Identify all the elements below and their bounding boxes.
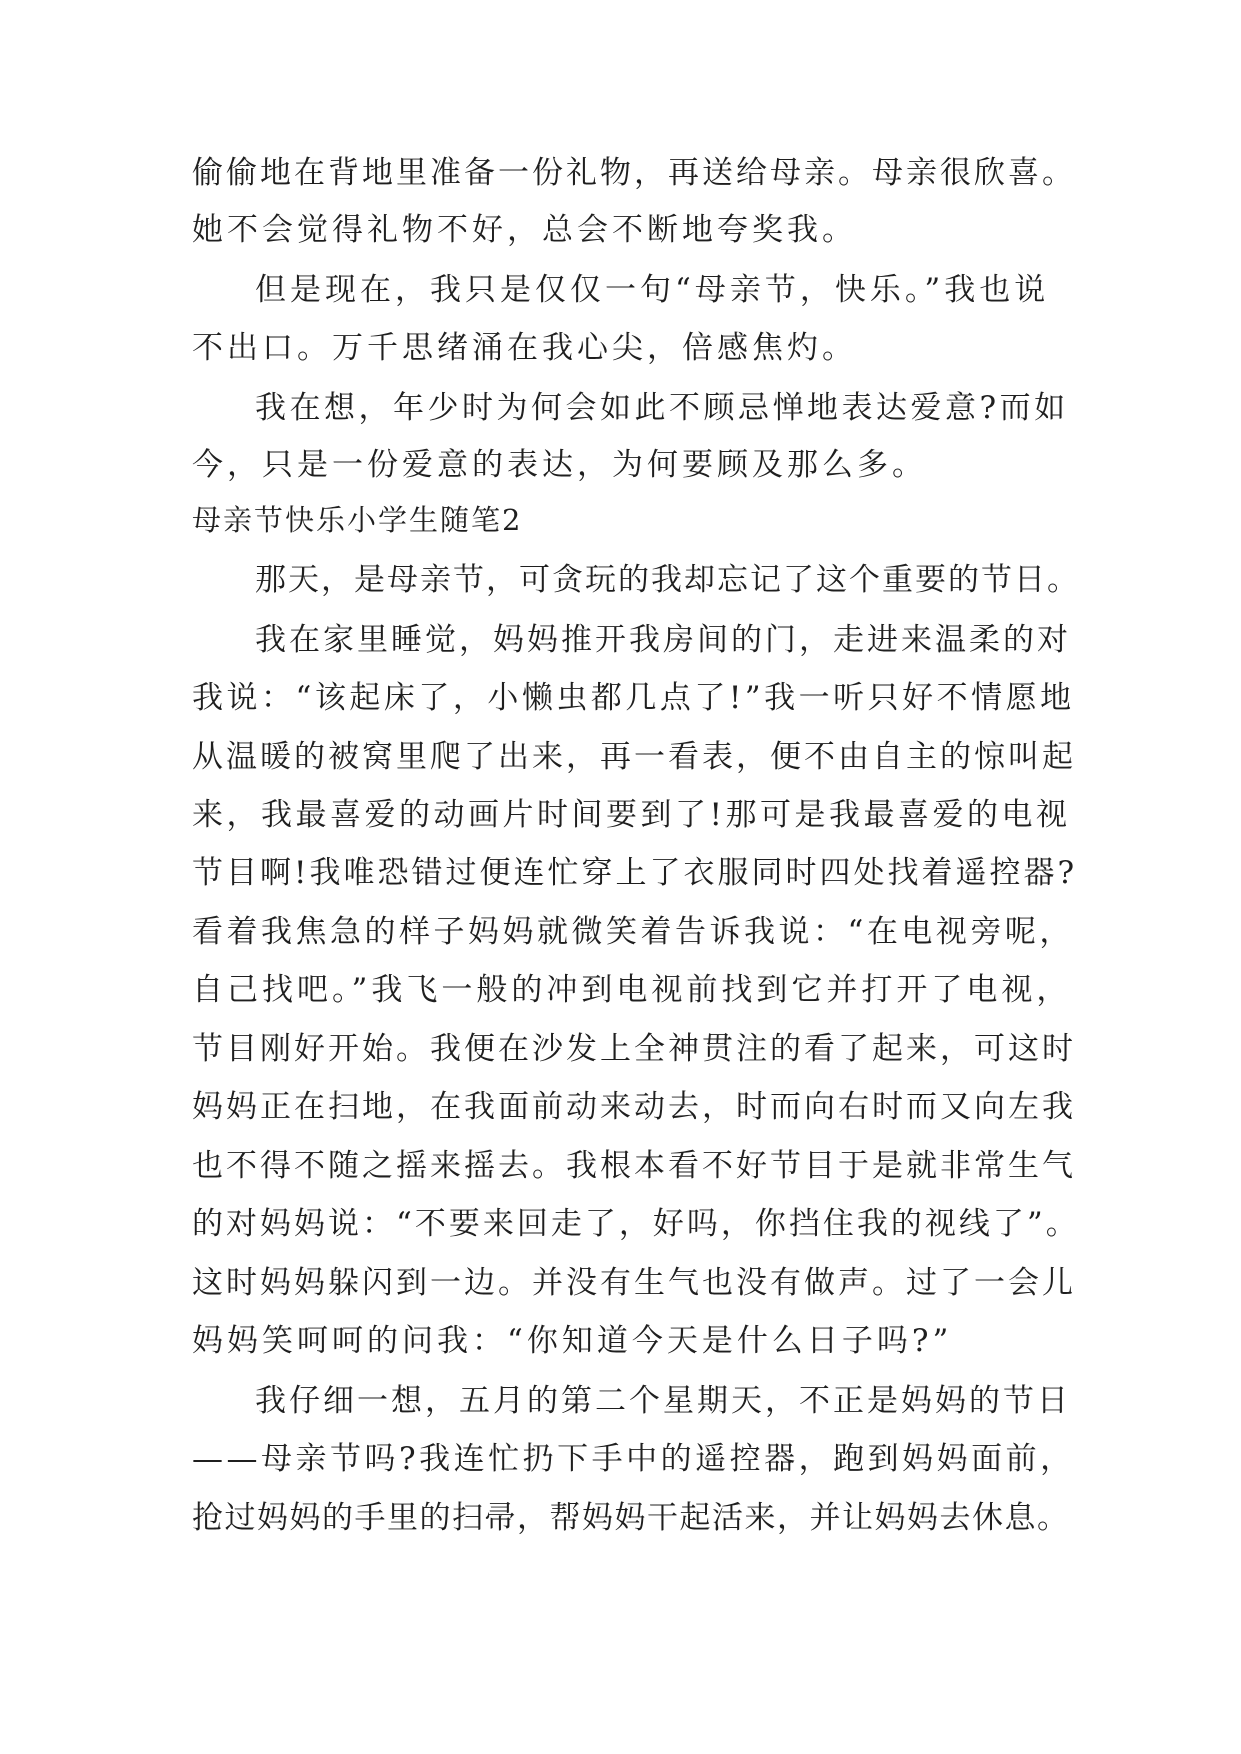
text-line-18: 也不得不随之摇来摇去。我根本看不好节目于是就非常生气	[192, 1148, 1076, 1184]
text-line-21: 妈妈笑呵呵的问我：“你知道今天是什么日子吗?”	[192, 1323, 953, 1359]
text-line-11: 从温暖的被窝里爬了出来，再一看表，便不由自主的惊叫起	[192, 739, 1076, 775]
text-line-24: 抢过妈妈的手里的扫帚，帮妈妈干起活来，并让妈妈去休息。	[192, 1500, 1070, 1536]
text-line-6: 今，只是一份爱意的表达，为何要顾及那么多。	[192, 447, 927, 483]
text-line-5: 我在想，年少时为何会如此不顾忌惮地表达爱意?而如	[255, 390, 1069, 426]
text-line-14: 看着我焦急的样子妈妈就微笑着告诉我说：“在电视旁呢，	[192, 914, 1074, 950]
text-line-2: 她不会觉得礼物不好，总会不断地夸奖我。	[192, 212, 857, 248]
text-line-13: 节目啊!我唯恐错过便连忙穿上了衣服同时四处找着遥控器?	[192, 855, 1078, 891]
text-line-3: 但是现在，我只是仅仅一句“母亲节，快乐。”我也说	[255, 272, 1050, 308]
text-line-16: 节目刚好开始。我便在沙发上全神贯注的看了起来，可这时	[192, 1031, 1076, 1067]
text-line-10: 我说：“该起床了，小懒虫都几点了!”我一听只好不情愿地	[192, 680, 1075, 716]
text-line-9: 我在家里睡觉，妈妈推开我房间的门，走进来温柔的对	[255, 622, 1071, 658]
text-line-8: 那天，是母亲节，可贪玩的我却忘记了这个重要的节日。	[255, 562, 1080, 598]
text-line-12: 来，我最喜爱的动画片时间要到了!那可是我最喜爱的电视	[192, 797, 1071, 833]
section-heading: 母亲节快乐小学生随笔2	[192, 503, 523, 537]
text-line-1: 偷偷地在背地里准备一份礼物，再送给母亲。母亲很欣喜。	[192, 155, 1076, 191]
text-line-23: ——母亲节吗?我连忙扔下手中的遥控器，跑到妈妈面前，	[192, 1441, 1075, 1477]
text-line-17: 妈妈正在扫地，在我面前动来动去，时而向右时而又向左我	[192, 1089, 1076, 1125]
text-line-20: 这时妈妈躲闪到一边。并没有生气也没有做声。过了一会儿	[192, 1265, 1076, 1301]
text-line-19: 的对妈妈说：“不要来回走了，好吗，你挡住我的视线了”。	[192, 1206, 1080, 1242]
text-line-4: 不出口。万千思绪涌在我心尖，倍感焦灼。	[192, 330, 857, 366]
text-line-15: 自己找吧。”我飞一般的冲到电视前找到它并打开了电视，	[192, 972, 1072, 1008]
text-line-22: 我仔细一想，五月的第二个星期天，不正是妈妈的节日	[255, 1383, 1071, 1419]
